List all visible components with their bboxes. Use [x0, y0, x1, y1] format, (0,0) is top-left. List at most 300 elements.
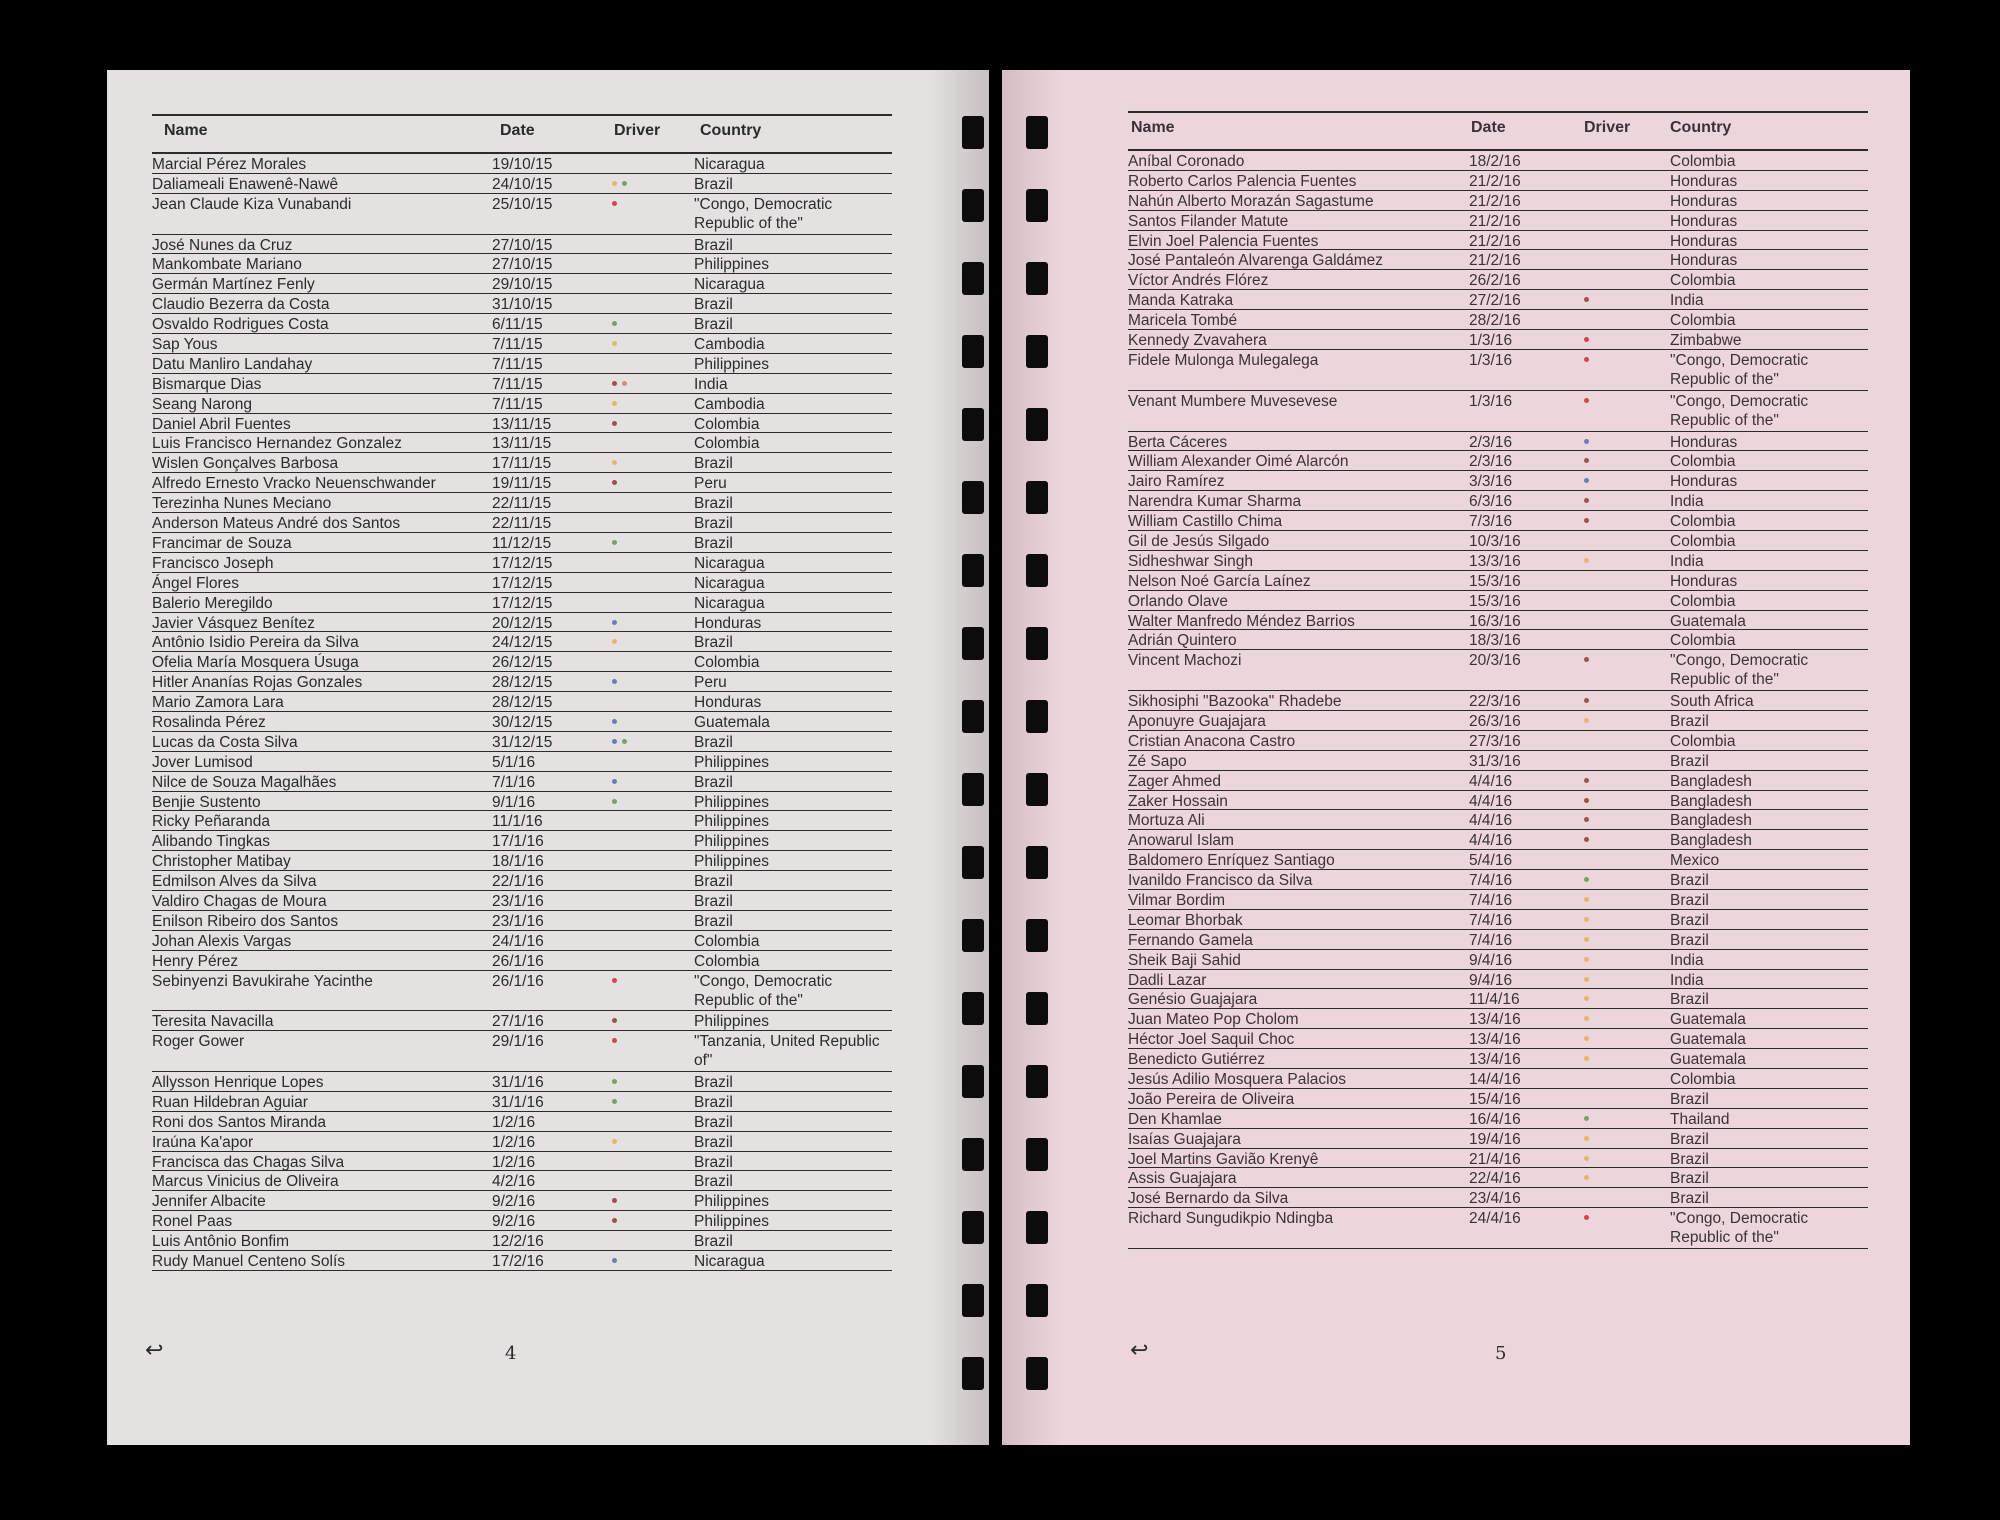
- victim-country: India: [1670, 951, 1704, 969]
- table-row: [1128, 930, 1868, 950]
- table-row: [152, 1092, 892, 1112]
- table-row: [152, 394, 892, 414]
- victim-date: 18/3/16: [1469, 632, 1521, 650]
- victim-date: 15/4/16: [1469, 1090, 1521, 1108]
- table-row: [1128, 1188, 1868, 1208]
- table-row: [152, 294, 892, 314]
- victim-country: Honduras: [1670, 473, 1738, 491]
- victim-date: 24/10/15: [492, 175, 553, 193]
- binding-hole: [962, 1211, 984, 1244]
- binding-hole: [962, 335, 984, 368]
- victim-name: Hitler Ananías Rojas Gonzales: [152, 674, 363, 692]
- table-row: [152, 1112, 892, 1132]
- victim-name: Rudy Manuel Centeno Solís: [152, 1253, 346, 1271]
- table-row: [1128, 191, 1868, 211]
- victim-country: Brazil: [694, 1133, 733, 1151]
- driver-dots: [1584, 970, 1589, 989]
- victim-date: 26/1/16: [492, 972, 544, 990]
- victim-date: 23/4/16: [1469, 1190, 1521, 1208]
- victim-date: 22/11/15: [492, 515, 552, 533]
- victim-country: Brazil: [694, 515, 733, 533]
- victim-country: Brazil: [694, 873, 733, 891]
- victim-name: Zager Ahmed: [1128, 772, 1222, 790]
- binding-hole: [962, 1357, 984, 1390]
- table-row: [152, 891, 892, 911]
- victim-name: Daliameali Enawenê-Nawê: [152, 175, 339, 193]
- victim-date: 26/12/15: [492, 654, 553, 672]
- victim-country: Brazil: [694, 912, 733, 930]
- victim-country: Colombia: [1670, 513, 1736, 531]
- victim-name: Wislen Gonçalves Barbosa: [152, 455, 339, 473]
- table-body: [1128, 151, 1868, 1249]
- publisher-logo: ↩: [145, 1338, 164, 1363]
- victim-date: 1/2/16: [492, 1113, 536, 1131]
- victim-country: Nicaragua: [694, 554, 765, 572]
- victim-date: 2/3/16: [1469, 453, 1513, 471]
- victim-name: Javier Vásquez Benítez: [152, 614, 315, 632]
- table-row: [152, 493, 892, 513]
- victim-country: Guatemala: [1670, 612, 1746, 630]
- victim-date: 17/12/15: [492, 594, 553, 612]
- driver-dot-icon: [612, 1258, 617, 1263]
- victim-country: "Tanzania, United Republic of": [694, 1033, 880, 1070]
- victim-date: 9/1/16: [492, 793, 536, 811]
- victim-country: Peru: [694, 674, 727, 692]
- driver-dots: [612, 971, 617, 990]
- driver-dots: [612, 1072, 617, 1091]
- victim-name: Assis Guajajara: [1128, 1170, 1237, 1188]
- table-row: [1128, 1029, 1868, 1049]
- victim-date: 28/12/15: [492, 694, 553, 712]
- binding-hole: [962, 408, 984, 441]
- driver-dot-icon: [612, 639, 617, 644]
- table-row: [1128, 290, 1868, 310]
- table-row: [152, 851, 892, 871]
- driver-dot-icon: [1584, 657, 1589, 662]
- victim-date: 1/3/16: [1469, 332, 1513, 350]
- right-page: [1002, 70, 1910, 1445]
- victim-country: South Africa: [1670, 693, 1754, 711]
- driver-dots: [612, 174, 627, 193]
- victim-name: Dadli Lazar: [1128, 971, 1207, 989]
- table-row: [152, 632, 892, 652]
- victim-date: 20/12/15: [492, 614, 553, 632]
- victim-date: 18/2/16: [1469, 153, 1521, 170]
- victim-country: Cambodia: [694, 336, 765, 354]
- victim-name: Balerio Meregildo: [152, 594, 273, 612]
- driver-dot-icon: [1584, 297, 1589, 302]
- victim-date: 11/4/16: [1469, 991, 1520, 1009]
- victim-date: 4/4/16: [1469, 832, 1513, 850]
- victim-country: Nicaragua: [694, 276, 765, 294]
- victim-country: Philippines: [694, 833, 769, 851]
- table-row: [1128, 870, 1868, 890]
- victim-date: 13/11/15: [492, 415, 552, 433]
- victim-name: Ofelia María Mosquera Úsuga: [152, 654, 359, 672]
- victim-name: Genésio Guajajara: [1128, 991, 1258, 1009]
- driver-dots: [1584, 1168, 1589, 1187]
- victim-country: Philippines: [694, 1013, 769, 1031]
- victim-date: 29/10/15: [492, 276, 553, 294]
- victims-table-left: [152, 114, 892, 1271]
- victim-country: Honduras: [1670, 572, 1738, 590]
- table-row: [152, 752, 892, 772]
- victim-country: Thailand: [1670, 1110, 1730, 1128]
- driver-dot-icon: [612, 1198, 617, 1203]
- victim-country: Philippines: [694, 1213, 769, 1231]
- table-row: [1128, 531, 1868, 551]
- victim-country: Mexico: [1670, 852, 1720, 870]
- driver-dot-icon: [1584, 1016, 1589, 1021]
- victim-name: William Alexander Oimé Alarcón: [1128, 453, 1349, 471]
- victim-country: India: [1670, 292, 1704, 310]
- table-row: [152, 154, 892, 174]
- victim-date: 24/4/16: [1469, 1210, 1521, 1228]
- driver-dot-icon: [1584, 698, 1589, 703]
- victim-name: Narendra Kumar Sharma: [1128, 493, 1302, 511]
- table-row: [1128, 211, 1868, 231]
- victim-name: Germán Martínez Fenly: [152, 276, 315, 294]
- victim-name: Mankombate Mariano: [152, 256, 302, 274]
- victim-name: Sebinyenzi Bavukirahe Yacinthe: [152, 972, 373, 990]
- table-row: [1128, 1069, 1868, 1089]
- table-row: [152, 374, 892, 394]
- victim-name: Maricela Tombé: [1128, 312, 1238, 330]
- driver-dot-icon: [612, 799, 617, 804]
- table-row: [1128, 711, 1868, 731]
- victim-date: 27/3/16: [1469, 732, 1521, 750]
- table-row: [1128, 451, 1868, 471]
- victim-country: Colombia: [1670, 153, 1736, 170]
- victim-date: 5/4/16: [1469, 852, 1513, 870]
- binding-hole: [1026, 773, 1048, 806]
- table-row: [1128, 310, 1868, 330]
- victim-country: Brazil: [1670, 1130, 1709, 1148]
- victim-country: Colombia: [694, 952, 760, 970]
- victim-country: Brazil: [1670, 1170, 1709, 1188]
- driver-dot-icon: [622, 381, 627, 386]
- driver-dots: [612, 533, 617, 552]
- table-row: [1128, 1208, 1868, 1249]
- driver-dot-icon: [1584, 817, 1589, 822]
- victim-name: Nahún Alberto Morazán Sagastume: [1128, 192, 1374, 210]
- victim-date: 4/2/16: [492, 1173, 536, 1191]
- driver-dot-icon: [612, 1018, 617, 1023]
- victim-date: 31/3/16: [1469, 752, 1521, 770]
- victim-country: Zimbabwe: [1670, 332, 1742, 350]
- table-row: [1128, 1049, 1868, 1069]
- victim-country: Bangladesh: [1670, 832, 1752, 850]
- victim-date: 9/2/16: [492, 1193, 536, 1211]
- binding-hole: [962, 846, 984, 879]
- table-row: [152, 1191, 892, 1211]
- driver-dots: [1584, 890, 1589, 909]
- victim-country: Brazil: [694, 892, 733, 910]
- binding-hole: [1026, 262, 1048, 295]
- driver-dots: [1584, 1049, 1589, 1068]
- table-row: [152, 712, 892, 732]
- victim-name: Alibando Tingkas: [152, 833, 271, 851]
- victim-name: Alfredo Ernesto Vracko Neuenschwander: [152, 475, 436, 493]
- table-row: [1128, 571, 1868, 591]
- victim-name: Den Khamlae: [1128, 1110, 1222, 1128]
- driver-dots: [612, 672, 617, 691]
- victim-country: Philippines: [694, 793, 769, 811]
- victim-date: 15/3/16: [1469, 592, 1521, 610]
- victim-date: 31/10/15: [492, 296, 553, 314]
- victim-date: 7/11/15: [492, 395, 543, 413]
- driver-dot-icon: [1584, 1056, 1589, 1061]
- victim-country: Nicaragua: [694, 1253, 765, 1271]
- driver-dots: [1584, 290, 1589, 309]
- victim-date: 21/2/16: [1469, 252, 1521, 270]
- driver-dot-icon: [612, 321, 617, 326]
- binding-hole: [1026, 481, 1048, 514]
- victim-name: Luis Francisco Hernandez Gonzalez: [152, 435, 402, 453]
- table-row: [1128, 432, 1868, 452]
- victim-date: 14/4/16: [1469, 1071, 1521, 1089]
- table-row: [152, 334, 892, 354]
- driver-dots: [612, 1211, 617, 1230]
- victim-country: Brazil: [1670, 991, 1709, 1009]
- header-name: Name: [1131, 119, 1175, 136]
- driver-dot-icon: [612, 1218, 617, 1223]
- victim-date: 28/12/15: [492, 674, 553, 692]
- victim-name: Christopher Matibay: [152, 853, 291, 871]
- binding-hole: [1026, 919, 1048, 952]
- table-row: [1128, 591, 1868, 611]
- victim-name: Benjie Sustento: [152, 793, 261, 811]
- driver-dot-icon: [1584, 498, 1589, 503]
- table-row: [1128, 771, 1868, 791]
- driver-dot-icon: [612, 540, 617, 545]
- driver-dots: [1584, 451, 1589, 470]
- victim-country: India: [1670, 552, 1704, 570]
- binding-hole: [1026, 700, 1048, 733]
- victim-country: Colombia: [1670, 732, 1736, 750]
- victim-country: Nicaragua: [694, 594, 765, 612]
- victim-date: 7/4/16: [1469, 911, 1513, 929]
- victim-country: Brazil: [694, 1074, 733, 1092]
- table-header: [152, 114, 892, 154]
- victim-country: Brazil: [694, 534, 733, 552]
- table-row: [152, 692, 892, 712]
- victim-date: 7/3/16: [1469, 513, 1513, 531]
- victim-country: Brazil: [694, 634, 733, 652]
- victim-name: Sheik Baji Sahid: [1128, 951, 1241, 969]
- driver-dots: [1584, 1149, 1589, 1168]
- victim-date: 2/3/16: [1469, 433, 1513, 451]
- victim-name: Roni dos Santos Miranda: [152, 1113, 327, 1131]
- victim-date: 13/3/16: [1469, 552, 1521, 570]
- victim-name: Héctor Joel Saquil Choc: [1128, 1031, 1295, 1049]
- victim-name: Marcial Pérez Morales: [152, 156, 307, 173]
- driver-dot-icon: [612, 978, 617, 983]
- driver-dots: [1584, 1029, 1589, 1048]
- driver-dots: [612, 314, 617, 333]
- binding-hole: [962, 554, 984, 587]
- driver-dot-icon: [1584, 778, 1589, 783]
- victim-name: Enilson Ribeiro dos Santos: [152, 912, 339, 930]
- driver-dot-icon: [612, 1079, 617, 1084]
- driver-dots: [1584, 870, 1589, 889]
- victim-name: Benedicto Gutiérrez: [1128, 1051, 1265, 1069]
- victim-name: Manda Katraka: [1128, 292, 1234, 310]
- victim-date: 9/4/16: [1469, 971, 1513, 989]
- driver-dot-icon: [1584, 877, 1589, 882]
- driver-dots: [1584, 1208, 1589, 1227]
- driver-dot-icon: [612, 421, 617, 426]
- table-row: [1128, 1009, 1868, 1029]
- driver-dot-icon: [1584, 558, 1589, 563]
- table-row: [152, 533, 892, 553]
- victim-country: Guatemala: [1670, 1031, 1746, 1049]
- driver-dot-icon: [1584, 337, 1589, 342]
- victim-country: Guatemala: [1670, 1011, 1746, 1029]
- left-page: [107, 70, 989, 1445]
- victim-name: Jean Claude Kiza Vunabandi: [152, 195, 352, 213]
- victim-name: Antônio Isidio Pereira da Silva: [152, 634, 359, 652]
- driver-dot-icon: [1584, 439, 1589, 444]
- table-row: [152, 1171, 892, 1191]
- victim-date: 26/3/16: [1469, 712, 1521, 730]
- binding-hole: [1026, 1284, 1048, 1317]
- victim-date: 27/2/16: [1469, 292, 1521, 310]
- binding-hole: [1026, 846, 1048, 879]
- victim-country: Brazil: [694, 733, 733, 751]
- table-row: [152, 1251, 892, 1271]
- victim-country: Brazil: [694, 236, 733, 254]
- table-row: [152, 613, 892, 633]
- driver-dots: [612, 1191, 617, 1210]
- victim-name: Cristian Anacona Castro: [1128, 732, 1296, 750]
- victim-date: 9/4/16: [1469, 951, 1513, 969]
- victim-country: "Congo, Democratic Republic of the": [1670, 392, 1809, 429]
- victim-date: 7/11/15: [492, 336, 543, 354]
- table-row: [152, 871, 892, 891]
- binding-hole: [1026, 554, 1048, 587]
- victim-date: 21/2/16: [1469, 232, 1521, 250]
- victim-country: Philippines: [694, 256, 769, 274]
- driver-dots: [1584, 350, 1589, 369]
- victim-date: 7/4/16: [1469, 872, 1513, 890]
- victim-name: Luis Antônio Bonfim: [152, 1233, 290, 1251]
- table-row: [152, 174, 892, 194]
- victim-country: Brazil: [1670, 1150, 1709, 1168]
- victim-date: 22/11/15: [492, 495, 552, 513]
- table-row: [1128, 1109, 1868, 1129]
- victim-country: Brazil: [694, 773, 733, 791]
- victim-country: Brazil: [694, 1233, 733, 1251]
- driver-dots: [612, 194, 617, 213]
- table-row: [1128, 611, 1868, 631]
- victim-date: 12/2/16: [492, 1233, 544, 1251]
- table-row: [152, 1031, 892, 1072]
- binding-hole: [1026, 1357, 1048, 1390]
- driver-dots: [612, 712, 617, 731]
- table-row: [1128, 231, 1868, 251]
- header-country: Country: [1670, 119, 1732, 136]
- victim-country: Honduras: [1670, 232, 1738, 250]
- table-row: [152, 652, 892, 672]
- driver-dots: [1584, 830, 1589, 849]
- victim-country: Bangladesh: [1670, 812, 1752, 830]
- victim-date: 26/1/16: [492, 952, 544, 970]
- victim-date: 31/12/15: [492, 733, 553, 751]
- victim-date: 16/3/16: [1469, 612, 1521, 630]
- victim-name: Walter Manfredo Méndez Barrios: [1128, 612, 1355, 630]
- victim-date: 24/12/15: [492, 634, 553, 652]
- victim-name: Johan Alexis Vargas: [152, 932, 292, 950]
- driver-dot-icon: [622, 181, 627, 186]
- victim-country: Cambodia: [694, 395, 765, 413]
- victim-date: 17/11/15: [492, 455, 552, 473]
- victim-country: Guatemala: [1670, 1051, 1746, 1069]
- table-row: [1128, 970, 1868, 990]
- victim-name: William Castillo Chima: [1128, 513, 1283, 531]
- victim-country: Colombia: [694, 932, 760, 950]
- driver-dots: [1584, 511, 1589, 530]
- publisher-logo: ↩: [1130, 1338, 1149, 1363]
- victim-date: 22/3/16: [1469, 693, 1521, 711]
- binding-hole: [962, 627, 984, 660]
- binding-hole: [1026, 189, 1048, 222]
- driver-dots: [1584, 330, 1589, 349]
- driver-dots: [612, 334, 617, 353]
- binding-hole: [962, 1138, 984, 1171]
- victim-name: Vincent Machozi: [1128, 652, 1242, 670]
- header-country: Country: [700, 122, 762, 139]
- driver-dots: [1584, 650, 1589, 669]
- victim-date: 11/12/15: [492, 534, 552, 552]
- driver-dots: [612, 632, 617, 651]
- header-name: Name: [164, 122, 208, 139]
- driver-dots: [1584, 791, 1589, 810]
- victim-name: Aníbal Coronado: [1128, 153, 1245, 170]
- binding-hole: [962, 116, 984, 149]
- driver-dots: [1584, 1129, 1589, 1148]
- binding-hole: [1026, 627, 1048, 660]
- driver-dots: [1584, 432, 1589, 451]
- victim-date: 13/4/16: [1469, 1031, 1521, 1049]
- victim-date: 22/4/16: [1469, 1170, 1521, 1188]
- victim-date: 7/11/15: [492, 355, 543, 373]
- victim-name: Venant Mumbere Muvesevese: [1128, 392, 1338, 410]
- victim-country: Colombia: [1670, 312, 1736, 330]
- victim-date: 31/1/16: [492, 1093, 544, 1111]
- victim-country: Colombia: [694, 435, 760, 453]
- driver-dot-icon: [1584, 718, 1589, 723]
- victim-country: Honduras: [1670, 212, 1738, 230]
- victim-name: Daniel Abril Fuentes: [152, 415, 291, 433]
- victim-name: Ruan Hildebran Aguiar: [152, 1093, 308, 1111]
- driver-dots: [1584, 910, 1589, 929]
- victim-date: 24/1/16: [492, 932, 544, 950]
- victim-date: 10/3/16: [1469, 532, 1521, 550]
- table-row: [152, 732, 892, 752]
- driver-dots: [612, 374, 627, 393]
- binding-hole: [1026, 1065, 1048, 1098]
- victim-date: 16/4/16: [1469, 1110, 1521, 1128]
- table-row: [152, 414, 892, 434]
- table-row: [152, 194, 892, 235]
- driver-dots: [612, 1031, 617, 1050]
- table-row: [152, 831, 892, 851]
- table-row: [1128, 1149, 1868, 1169]
- table-row: [1128, 171, 1868, 191]
- victim-date: 19/4/16: [1469, 1130, 1521, 1148]
- table-row: [1128, 691, 1868, 711]
